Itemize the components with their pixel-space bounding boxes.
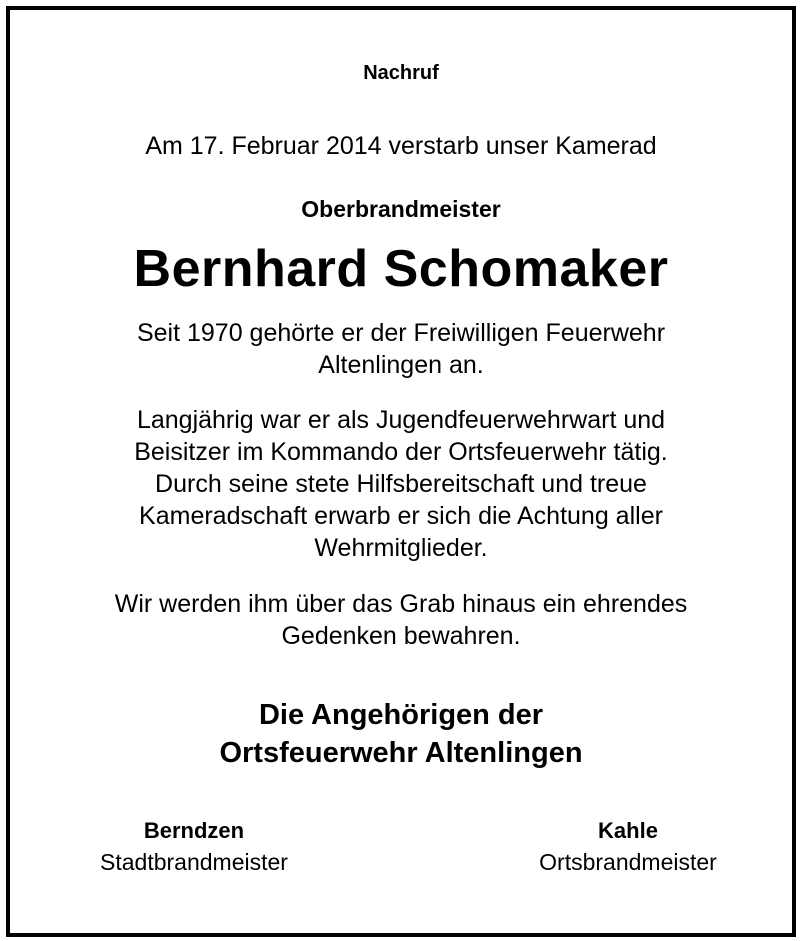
signatory-right <box>508 816 748 878</box>
paragraph-line: Gedenken bewahren. <box>281 622 521 650</box>
deceased-name: Bernhard Schomaker <box>133 240 669 298</box>
signatory-title: Ortsbrandmeister <box>539 849 717 875</box>
signatory-name: Kahle <box>598 818 658 843</box>
paragraph-line: Durch seine stete Hilfsbereitschaft und treue <box>155 470 647 498</box>
paragraph-line: Wehrmitglieder. <box>314 534 488 562</box>
notice-heading: Nachruf <box>363 62 439 84</box>
signatory-left <box>74 816 314 878</box>
obituary-notice <box>6 6 796 937</box>
signatory-name: Berndzen <box>143 818 245 843</box>
intro-line: Am 17. Februar 2014 verstarb unser Kamerad <box>145 132 657 160</box>
paragraph-line: Wir werden ihm über das Grab hinaus ein ehrendes <box>114 590 688 618</box>
signature-line: Die Angehörigen der <box>258 699 544 731</box>
signatory-title: Stadtbrandmeister <box>100 849 288 875</box>
signature-line: Ortsfeuerwehr Altenlingen <box>219 737 583 769</box>
paragraph-line: Kameradschaft erwarb er sich die Achtung aller <box>139 502 663 530</box>
paragraph-line: Seit 1970 gehörte er der Freiwilligen Feuerwehr <box>136 319 666 347</box>
paragraph-line: Langjährig war er als Jugendfeuerwehrwart und <box>136 406 666 434</box>
paragraph-line: Altenlingen an. <box>318 351 484 379</box>
paragraph-line: Beisitzer im Kommando der Ortsfeuerwehr tätig. <box>134 438 668 466</box>
deceased-rank: Oberbrandmeister <box>301 196 501 222</box>
